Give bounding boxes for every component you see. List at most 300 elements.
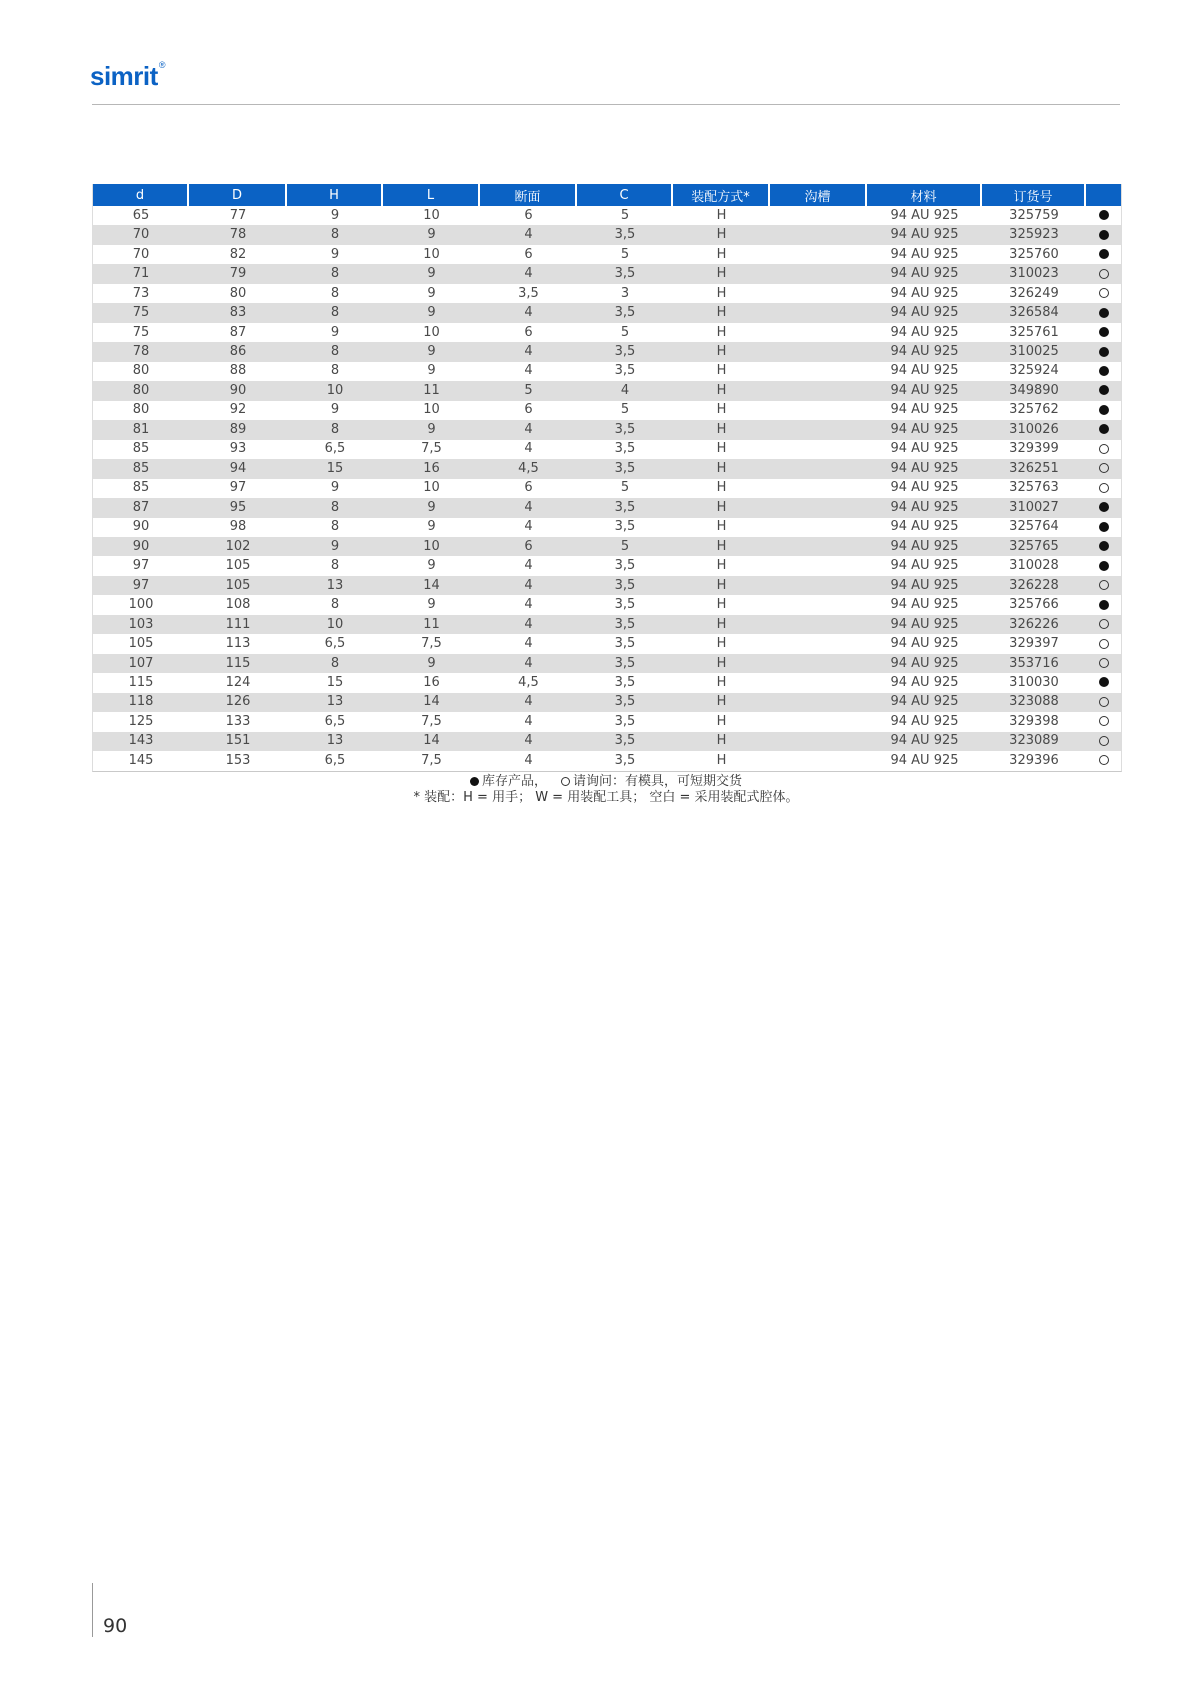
hollow-circle-icon bbox=[1099, 269, 1109, 279]
stock-status-cell bbox=[1086, 537, 1121, 556]
table-row bbox=[93, 595, 1121, 614]
table-cell: 90 bbox=[93, 518, 189, 537]
table-cell bbox=[770, 673, 867, 692]
table-cell bbox=[770, 459, 867, 478]
table-cell: 4 bbox=[480, 264, 577, 283]
stock-status-cell bbox=[1086, 303, 1121, 322]
table-cell bbox=[770, 479, 867, 498]
table-cell: 94 AU 925 bbox=[867, 712, 982, 731]
table-cell: 8 bbox=[287, 342, 383, 361]
table-cell: 4 bbox=[480, 362, 577, 381]
stock-status-cell bbox=[1086, 342, 1121, 361]
stock-status-cell bbox=[1086, 362, 1121, 381]
table-cell: 9 bbox=[383, 556, 480, 575]
table-row bbox=[93, 264, 1121, 283]
table-cell: 4 bbox=[480, 303, 577, 322]
hollow-circle-icon bbox=[1099, 639, 1109, 649]
brand-logo bbox=[90, 58, 165, 90]
table-cell: H bbox=[673, 225, 770, 244]
table-cell bbox=[770, 537, 867, 556]
table-cell: H bbox=[673, 732, 770, 751]
column-header-2: H bbox=[287, 184, 383, 206]
table-cell bbox=[770, 556, 867, 575]
table-cell: 77 bbox=[189, 206, 287, 225]
table-cell: 349890 bbox=[982, 381, 1086, 400]
table-cell bbox=[770, 401, 867, 420]
table-cell: H bbox=[673, 303, 770, 322]
table-cell: 325761 bbox=[982, 323, 1086, 342]
table-cell bbox=[770, 498, 867, 517]
table-row bbox=[93, 225, 1121, 244]
table-cell: 15 bbox=[287, 459, 383, 478]
table-cell: 85 bbox=[93, 459, 189, 478]
stock-status-cell bbox=[1086, 634, 1121, 653]
table-cell bbox=[770, 225, 867, 244]
hollow-circle-icon bbox=[1099, 288, 1109, 298]
table-row bbox=[93, 673, 1121, 692]
table-cell: 3,5 bbox=[577, 264, 673, 283]
hollow-circle-icon bbox=[1099, 444, 1109, 454]
filled-circle-icon bbox=[1099, 405, 1109, 415]
table-cell: 310026 bbox=[982, 420, 1086, 439]
table-cell: 8 bbox=[287, 498, 383, 517]
table-cell: 88 bbox=[189, 362, 287, 381]
table-cell: 5 bbox=[577, 206, 673, 225]
table-cell: 9 bbox=[383, 342, 480, 361]
table-row bbox=[93, 420, 1121, 439]
table-cell: 85 bbox=[93, 440, 189, 459]
table-cell: 310028 bbox=[982, 556, 1086, 575]
table-cell: 97 bbox=[93, 576, 189, 595]
table-cell: 151 bbox=[189, 732, 287, 751]
table-cell: 71 bbox=[93, 264, 189, 283]
column-header-0: d bbox=[93, 184, 189, 206]
table-cell: 94 AU 925 bbox=[867, 206, 982, 225]
stock-status-cell bbox=[1086, 751, 1121, 770]
table-cell: H bbox=[673, 459, 770, 478]
table-cell: 94 bbox=[189, 459, 287, 478]
table-cell: H bbox=[673, 479, 770, 498]
table-cell: 325766 bbox=[982, 595, 1086, 614]
stock-status-cell bbox=[1086, 693, 1121, 712]
column-header-8: 材料 bbox=[867, 184, 982, 206]
table-cell: 4 bbox=[480, 693, 577, 712]
filled-circle-icon bbox=[1099, 210, 1109, 220]
table-cell: 9 bbox=[287, 479, 383, 498]
stock-status-cell bbox=[1086, 518, 1121, 537]
table-cell: H bbox=[673, 518, 770, 537]
table-cell: 3,5 bbox=[577, 342, 673, 361]
table-cell: 329397 bbox=[982, 634, 1086, 653]
filled-circle-icon bbox=[470, 777, 479, 786]
table-cell: 94 AU 925 bbox=[867, 362, 982, 381]
table-cell: 9 bbox=[383, 518, 480, 537]
table-cell: 3,5 bbox=[577, 362, 673, 381]
table-cell: 94 AU 925 bbox=[867, 381, 982, 400]
table-cell: 329399 bbox=[982, 440, 1086, 459]
table-cell: 9 bbox=[383, 362, 480, 381]
hollow-circle-icon bbox=[1099, 755, 1109, 765]
table-cell: 4 bbox=[480, 576, 577, 595]
table-cell: 16 bbox=[383, 673, 480, 692]
filled-circle-icon bbox=[1099, 522, 1109, 532]
table-cell: 8 bbox=[287, 362, 383, 381]
table-cell: 5 bbox=[577, 537, 673, 556]
table-cell: 3,5 bbox=[577, 712, 673, 731]
table-cell: 94 AU 925 bbox=[867, 732, 982, 751]
table-cell: H bbox=[673, 751, 770, 770]
table-cell: H bbox=[673, 654, 770, 673]
table-cell: 3,5 bbox=[577, 595, 673, 614]
table-cell: 10 bbox=[383, 245, 480, 264]
table-cell: 4 bbox=[480, 615, 577, 634]
table-cell: 108 bbox=[189, 595, 287, 614]
table-cell: 79 bbox=[189, 264, 287, 283]
table-cell: 3,5 bbox=[577, 654, 673, 673]
table-cell: 93 bbox=[189, 440, 287, 459]
table-cell bbox=[770, 284, 867, 303]
table-cell: 94 AU 925 bbox=[867, 479, 982, 498]
table-cell: H bbox=[673, 615, 770, 634]
table-cell: 329396 bbox=[982, 751, 1086, 770]
table-cell: 8 bbox=[287, 264, 383, 283]
stock-status-cell bbox=[1086, 732, 1121, 751]
table-row bbox=[93, 245, 1121, 264]
table-cell: 4 bbox=[480, 654, 577, 673]
product-table bbox=[92, 184, 1122, 772]
header-divider bbox=[92, 104, 1120, 105]
table-cell: 5 bbox=[577, 401, 673, 420]
table-cell bbox=[770, 712, 867, 731]
table-cell: 94 AU 925 bbox=[867, 634, 982, 653]
table-cell bbox=[770, 693, 867, 712]
stock-status-cell bbox=[1086, 245, 1121, 264]
table-row bbox=[93, 732, 1121, 751]
table-cell: 94 AU 925 bbox=[867, 284, 982, 303]
legend-inquiry-label: 请询问：有模具，可短期交货 bbox=[573, 774, 743, 789]
table-cell: 4 bbox=[480, 498, 577, 517]
table-cell: 310027 bbox=[982, 498, 1086, 517]
table-cell: 16 bbox=[383, 459, 480, 478]
table-cell: 10 bbox=[383, 479, 480, 498]
table-cell: 94 AU 925 bbox=[867, 245, 982, 264]
table-cell: 14 bbox=[383, 732, 480, 751]
table-cell: 4 bbox=[480, 440, 577, 459]
table-notes bbox=[92, 774, 1120, 805]
table-cell: 90 bbox=[189, 381, 287, 400]
stock-status-cell bbox=[1086, 264, 1121, 283]
table-cell: 113 bbox=[189, 634, 287, 653]
table-cell: 325759 bbox=[982, 206, 1086, 225]
stock-status-cell bbox=[1086, 712, 1121, 731]
filled-circle-icon bbox=[1099, 249, 1109, 259]
stock-status-cell bbox=[1086, 654, 1121, 673]
filled-circle-icon bbox=[1099, 366, 1109, 376]
table-cell: 325762 bbox=[982, 401, 1086, 420]
stock-status-cell bbox=[1086, 225, 1121, 244]
table-cell: H bbox=[673, 381, 770, 400]
table-cell: 8 bbox=[287, 225, 383, 244]
table-row bbox=[93, 303, 1121, 322]
table-cell: H bbox=[673, 693, 770, 712]
table-cell: 3,5 bbox=[577, 518, 673, 537]
table-cell: 4 bbox=[480, 732, 577, 751]
table-cell: 81 bbox=[93, 420, 189, 439]
table-cell: 97 bbox=[189, 479, 287, 498]
table-cell: 8 bbox=[287, 303, 383, 322]
table-cell bbox=[770, 615, 867, 634]
table-cell bbox=[770, 420, 867, 439]
table-cell: 94 AU 925 bbox=[867, 420, 982, 439]
table-cell: 3,5 bbox=[577, 576, 673, 595]
table-cell: H bbox=[673, 342, 770, 361]
hollow-circle-icon bbox=[1099, 483, 1109, 493]
table-cell: 310030 bbox=[982, 673, 1086, 692]
table-cell: H bbox=[673, 323, 770, 342]
table-cell: 153 bbox=[189, 751, 287, 770]
table-cell: 7,5 bbox=[383, 634, 480, 653]
table-cell: 6,5 bbox=[287, 440, 383, 459]
stock-status-cell bbox=[1086, 440, 1121, 459]
table-cell: 10 bbox=[383, 537, 480, 556]
table-cell: 115 bbox=[189, 654, 287, 673]
table-row bbox=[93, 518, 1121, 537]
filled-circle-icon bbox=[1099, 424, 1109, 434]
table-cell: 6 bbox=[480, 479, 577, 498]
table-cell: 329398 bbox=[982, 712, 1086, 731]
filled-circle-icon bbox=[1099, 327, 1109, 337]
table-cell: 94 AU 925 bbox=[867, 615, 982, 634]
table-cell: 3,5 bbox=[577, 556, 673, 575]
table-cell: 105 bbox=[93, 634, 189, 653]
table-cell: 9 bbox=[383, 303, 480, 322]
table-cell: 8 bbox=[287, 518, 383, 537]
table-row bbox=[93, 751, 1121, 770]
table-cell: H bbox=[673, 595, 770, 614]
table-cell bbox=[770, 264, 867, 283]
table-cell: 9 bbox=[383, 654, 480, 673]
table-cell: 75 bbox=[93, 323, 189, 342]
table-cell: 325765 bbox=[982, 537, 1086, 556]
table-cell: 7,5 bbox=[383, 712, 480, 731]
table-row bbox=[93, 381, 1121, 400]
table-cell: 4 bbox=[480, 595, 577, 614]
table-cell: 94 AU 925 bbox=[867, 498, 982, 517]
table-cell: 3,5 bbox=[577, 420, 673, 439]
table-cell: 4 bbox=[480, 420, 577, 439]
table-cell: 9 bbox=[383, 498, 480, 517]
table-cell: 5 bbox=[577, 479, 673, 498]
table-row bbox=[93, 556, 1121, 575]
table-row bbox=[93, 693, 1121, 712]
table-row bbox=[93, 712, 1121, 731]
table-cell: 325923 bbox=[982, 225, 1086, 244]
table-cell: 10 bbox=[383, 323, 480, 342]
table-cell: 92 bbox=[189, 401, 287, 420]
table-cell: 107 bbox=[93, 654, 189, 673]
filled-circle-icon bbox=[1099, 600, 1109, 610]
table-cell: 4 bbox=[480, 342, 577, 361]
table-cell: 15 bbox=[287, 673, 383, 692]
table-cell: 13 bbox=[287, 576, 383, 595]
table-cell: 8 bbox=[287, 595, 383, 614]
table-cell: H bbox=[673, 284, 770, 303]
table-cell: 6 bbox=[480, 245, 577, 264]
table-cell: 325924 bbox=[982, 362, 1086, 381]
table-cell: 6,5 bbox=[287, 634, 383, 653]
table-cell: 94 AU 925 bbox=[867, 323, 982, 342]
table-cell: 326251 bbox=[982, 459, 1086, 478]
table-row bbox=[93, 323, 1121, 342]
table-cell: 11 bbox=[383, 615, 480, 634]
column-header-6: 装配方式* bbox=[673, 184, 770, 206]
table-cell: H bbox=[673, 245, 770, 264]
table-row bbox=[93, 342, 1121, 361]
table-cell: 86 bbox=[189, 342, 287, 361]
table-cell: 105 bbox=[189, 556, 287, 575]
filled-circle-icon bbox=[1099, 230, 1109, 240]
column-header-4: 断面 bbox=[480, 184, 577, 206]
table-cell: 80 bbox=[93, 362, 189, 381]
table-cell: 10 bbox=[383, 206, 480, 225]
page-number-rule bbox=[92, 1583, 93, 1637]
hollow-circle-icon bbox=[1099, 658, 1109, 668]
table-cell: 94 AU 925 bbox=[867, 693, 982, 712]
table-cell: 8 bbox=[287, 420, 383, 439]
stock-status-cell bbox=[1086, 498, 1121, 517]
table-cell: 9 bbox=[287, 401, 383, 420]
table-cell: 4 bbox=[480, 556, 577, 575]
table-row bbox=[93, 634, 1121, 653]
table-cell: 100 bbox=[93, 595, 189, 614]
table-cell: 124 bbox=[189, 673, 287, 692]
table-cell: 94 AU 925 bbox=[867, 264, 982, 283]
table-cell: 94 AU 925 bbox=[867, 225, 982, 244]
table-cell: H bbox=[673, 498, 770, 517]
table-cell: H bbox=[673, 420, 770, 439]
hollow-circle-icon bbox=[1099, 580, 1109, 590]
table-row bbox=[93, 654, 1121, 673]
table-cell: 3,5 bbox=[577, 303, 673, 322]
table-cell: 4 bbox=[480, 634, 577, 653]
table-cell: 80 bbox=[93, 381, 189, 400]
table-cell bbox=[770, 245, 867, 264]
table-cell: 5 bbox=[577, 323, 673, 342]
table-cell: 94 AU 925 bbox=[867, 303, 982, 322]
hollow-circle-icon bbox=[1099, 736, 1109, 746]
table-cell: 80 bbox=[93, 401, 189, 420]
filled-circle-icon bbox=[1099, 308, 1109, 318]
table-cell bbox=[770, 634, 867, 653]
table-cell: H bbox=[673, 440, 770, 459]
table-cell: 94 AU 925 bbox=[867, 440, 982, 459]
stock-status-cell bbox=[1086, 576, 1121, 595]
table-cell bbox=[770, 206, 867, 225]
table-cell: 4,5 bbox=[480, 459, 577, 478]
table-cell bbox=[770, 323, 867, 342]
filled-circle-icon bbox=[1099, 561, 1109, 571]
table-row bbox=[93, 206, 1121, 225]
column-header-10 bbox=[1086, 184, 1121, 206]
table-cell: H bbox=[673, 537, 770, 556]
table-cell: 4 bbox=[577, 381, 673, 400]
registered-mark: ® bbox=[158, 60, 166, 70]
table-cell: 3,5 bbox=[577, 732, 673, 751]
table-cell: 10 bbox=[383, 401, 480, 420]
table-cell: 14 bbox=[383, 693, 480, 712]
table-cell: H bbox=[673, 576, 770, 595]
hollow-circle-icon bbox=[561, 777, 570, 786]
table-cell: 94 AU 925 bbox=[867, 342, 982, 361]
table-cell: 70 bbox=[93, 225, 189, 244]
table-cell: H bbox=[673, 264, 770, 283]
table-cell: 3,5 bbox=[577, 459, 673, 478]
table-cell: 9 bbox=[383, 284, 480, 303]
table-header-row bbox=[93, 184, 1121, 206]
table-cell: 326249 bbox=[982, 284, 1086, 303]
table-cell: 89 bbox=[189, 420, 287, 439]
table-cell: 11 bbox=[383, 381, 480, 400]
column-header-3: L bbox=[383, 184, 480, 206]
stock-status-cell bbox=[1086, 615, 1121, 634]
table-cell: 3,5 bbox=[577, 498, 673, 517]
table-cell: 3 bbox=[577, 284, 673, 303]
table-cell: 310023 bbox=[982, 264, 1086, 283]
table-cell: 94 AU 925 bbox=[867, 751, 982, 770]
table-cell: 102 bbox=[189, 537, 287, 556]
table-cell: 87 bbox=[189, 323, 287, 342]
table-cell: 73 bbox=[93, 284, 189, 303]
table-cell: H bbox=[673, 712, 770, 731]
column-header-1: D bbox=[189, 184, 287, 206]
table-row bbox=[93, 615, 1121, 634]
hollow-circle-icon bbox=[1099, 463, 1109, 473]
stock-status-cell bbox=[1086, 206, 1121, 225]
table-cell: 90 bbox=[93, 537, 189, 556]
table-cell: 6,5 bbox=[287, 712, 383, 731]
table-cell: 94 AU 925 bbox=[867, 556, 982, 575]
table-cell: H bbox=[673, 401, 770, 420]
table-cell bbox=[770, 362, 867, 381]
table-cell: 4 bbox=[480, 751, 577, 770]
stock-status-cell bbox=[1086, 556, 1121, 575]
legend-stock-label: 库存产品， bbox=[481, 774, 547, 789]
table-cell: 9 bbox=[383, 225, 480, 244]
table-cell: 105 bbox=[189, 576, 287, 595]
table-cell: 9 bbox=[383, 595, 480, 614]
table-cell: H bbox=[673, 206, 770, 225]
table-cell: 78 bbox=[189, 225, 287, 244]
legend-line bbox=[92, 774, 1120, 790]
table-cell: H bbox=[673, 556, 770, 575]
table-cell: 85 bbox=[93, 479, 189, 498]
table-cell bbox=[770, 654, 867, 673]
stock-status-cell bbox=[1086, 479, 1121, 498]
table-cell: 3,5 bbox=[480, 284, 577, 303]
table-cell: 3,5 bbox=[577, 615, 673, 634]
table-cell: 133 bbox=[189, 712, 287, 731]
stock-status-cell bbox=[1086, 595, 1121, 614]
table-cell: 7,5 bbox=[383, 751, 480, 770]
column-header-5: C bbox=[577, 184, 673, 206]
table-row bbox=[93, 459, 1121, 478]
table-row bbox=[93, 498, 1121, 517]
table-cell: H bbox=[673, 634, 770, 653]
stock-status-cell bbox=[1086, 420, 1121, 439]
stock-status-cell bbox=[1086, 673, 1121, 692]
table-cell: 87 bbox=[93, 498, 189, 517]
table-cell: 94 AU 925 bbox=[867, 654, 982, 673]
